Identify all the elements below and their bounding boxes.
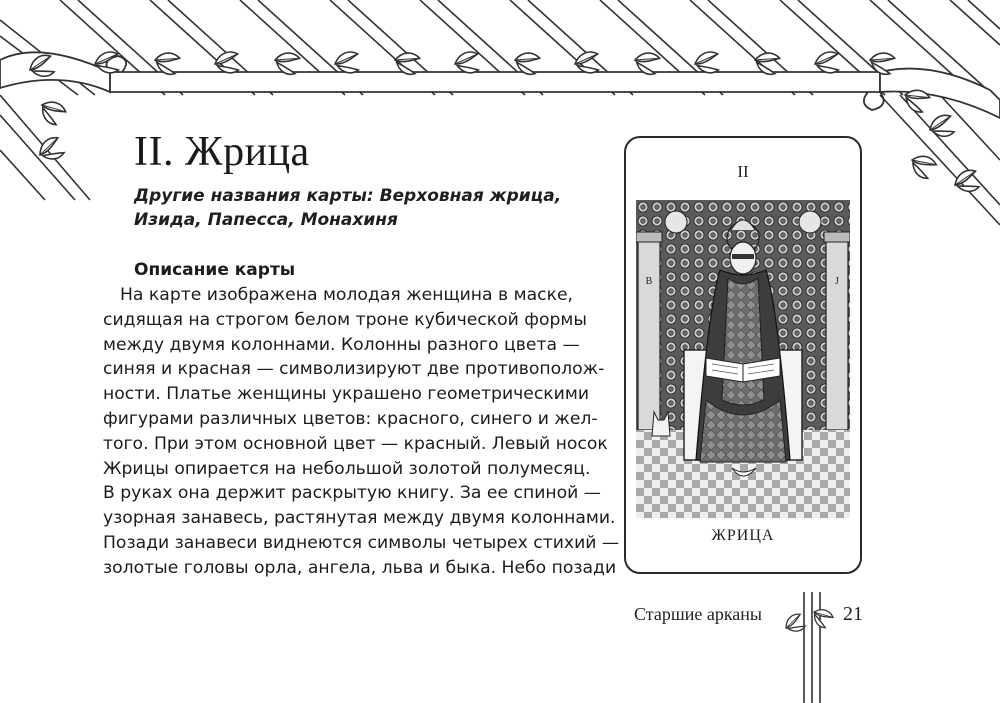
body-line: между двумя колоннами. Колонны разного цвета —: [103, 334, 580, 355]
body-line: того. При этом основной цвет — красный. Левый носок: [103, 433, 608, 454]
body-line: Жрицы опирается на небольшой золотой полумесяц.: [103, 458, 591, 479]
body-line: сидящая на строгом белом троне кубической формы: [103, 309, 587, 330]
page-number: 21: [843, 603, 863, 625]
right-pillar: [824, 232, 850, 430]
pillar-letter: B: [645, 276, 653, 287]
body-line: узорная занавесь, растянутая между двумя колоннами.: [103, 508, 616, 529]
body-line: В руках она держит раскрытую книгу. За ее спиной —: [103, 483, 601, 504]
body-line: золотые головы орла, ангела, льва и быка. Небо позади: [103, 557, 617, 578]
page-title: II. Жрица: [134, 129, 310, 175]
angel-emblem: [799, 211, 821, 233]
body-line: На карте изображена молодая женщина в маске,: [120, 285, 574, 305]
card-illustration: [636, 200, 850, 518]
body-text: [103, 283, 620, 581]
alternative-names: Другие названия карты: Верховная жрица, Изида, Папесса, Монахиня: [134, 186, 562, 230]
body-line: синяя и красная — символизируют две противополож-: [103, 359, 605, 380]
ribbon-banner: [0, 52, 1000, 118]
body-line: фигурами различных цветов: красного, синего и жел-: [103, 408, 598, 429]
eagle-emblem: [665, 211, 687, 233]
pillar-letter: J: [835, 276, 839, 287]
body-line: ности. Платье женщины украшено геометрическими: [103, 384, 589, 405]
card-name: ЖРИЦА: [711, 527, 775, 544]
footer-rail: [804, 592, 820, 703]
section-heading: Описание карты: [134, 260, 296, 280]
tarot-card: [624, 136, 862, 574]
left-pillar: [636, 232, 662, 430]
running-head: Старшие арканы: [634, 604, 763, 624]
card-numeral: II: [737, 162, 749, 181]
body-line: Позади занавеси виднеются символы четырех стихий —: [103, 532, 620, 553]
